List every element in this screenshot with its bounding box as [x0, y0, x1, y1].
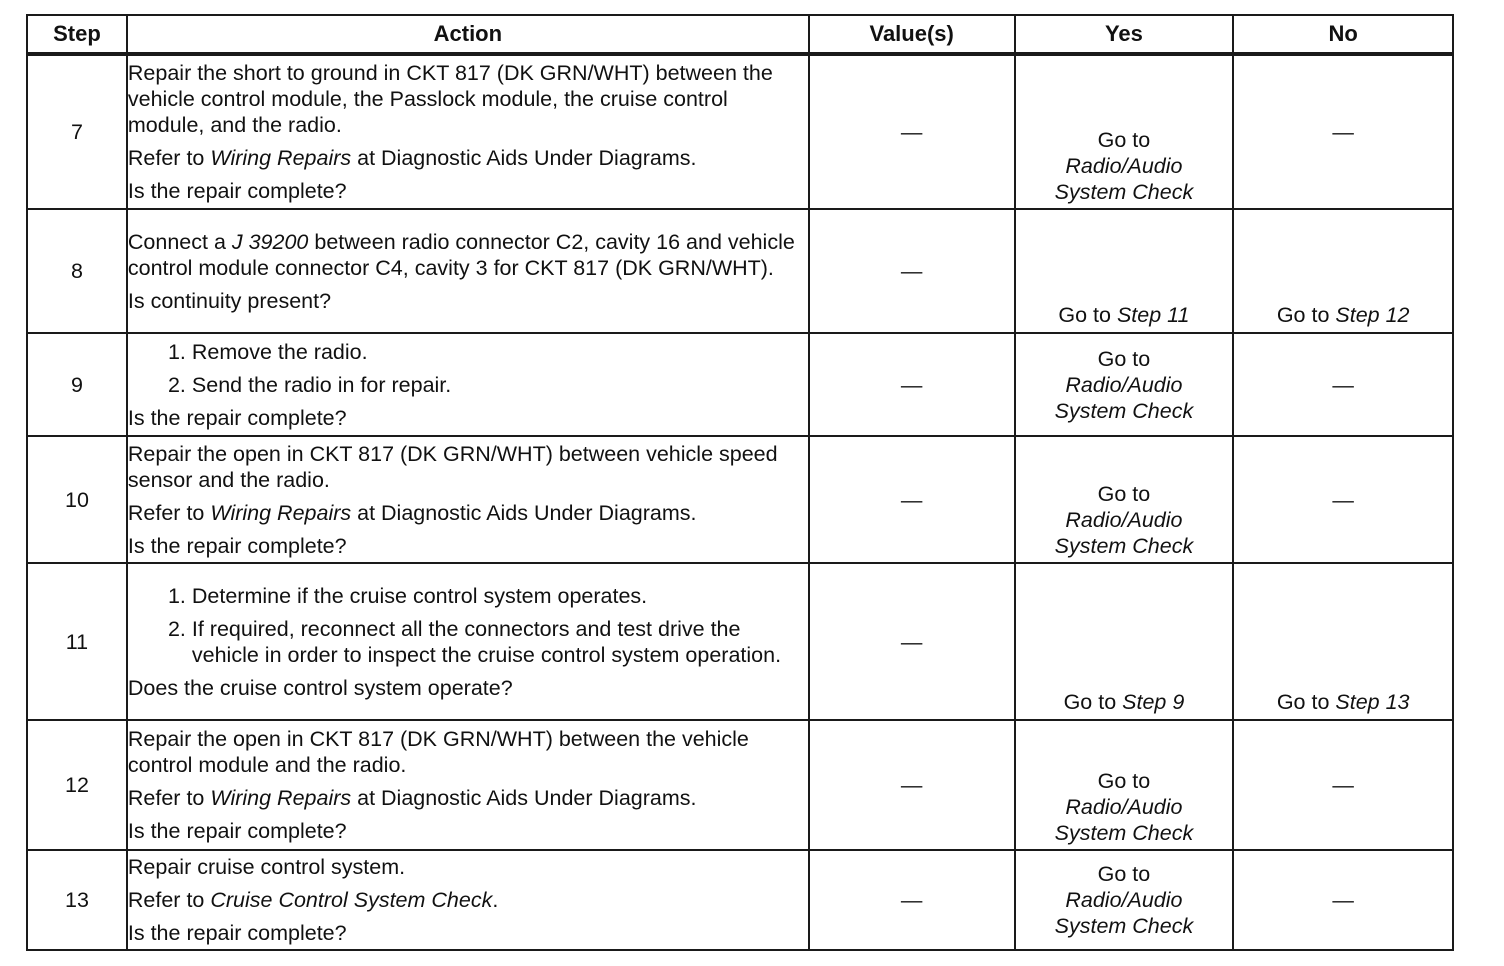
refer-link: Cruise Control System Check [210, 888, 493, 912]
refer-text: Refer to Wiring Repairs at Diagnostic Aids Under Diagrams. [127, 786, 697, 810]
table-row [27, 850, 1453, 950]
step-number: 11 [27, 563, 127, 720]
action-cell [127, 720, 809, 850]
header-row [27, 15, 1453, 54]
goto-link: Step 11 [1116, 303, 1190, 327]
header-action: Action [127, 15, 809, 54]
step-number: 7 [27, 54, 127, 209]
no-cell: Go to Step 13 [1233, 563, 1453, 720]
list-item: 2. If required, reconnect all the connectors and test drive the vehicle in order to inspect the cruise control system operation. [167, 616, 782, 667]
no-cell: — [1233, 720, 1453, 850]
goto-link: Radio/Audio [1065, 154, 1183, 178]
refer-text: Refer to Wiring Repairs at Diagnostic Aids Under Diagrams. [127, 146, 697, 170]
value-cell: — [809, 333, 1015, 436]
question-text: Does the cruise control system operate? [127, 675, 513, 700]
value-cell: — [809, 850, 1015, 950]
yes-cell: Go to Step 11 [1015, 209, 1234, 333]
header-step: Step [27, 15, 127, 54]
list-item: 1. Remove the radio. [167, 339, 368, 364]
step-number: 10 [27, 436, 127, 563]
action-text: Repair the short to ground in CKT 817 (DK GRN/WHT) between the vehicle control module, the Passlock module, the cruise control module, and the radio. [127, 61, 773, 137]
yes-cell: Go to Radio/Audio System Check [1015, 333, 1234, 436]
value-cell: — [809, 720, 1015, 850]
yes-cell: Go to Radio/Audio System Check [1015, 54, 1234, 209]
list-item: 1. Determine if the cruise control system operates. [167, 583, 648, 608]
no-cell: — [1233, 54, 1453, 209]
table-row [27, 333, 1453, 436]
action-list [128, 583, 808, 668]
tool-name: J 39200 [231, 229, 309, 254]
refer-link: Wiring Repairs [210, 500, 352, 525]
no-cell: Go to Step 12 [1233, 209, 1453, 333]
diagnostic-table [26, 14, 1454, 951]
no-cell: — [1233, 436, 1453, 563]
refer-text: Refer to Wiring Repairs at Diagnostic Aids Under Diagrams. [127, 500, 697, 525]
refer-text: Refer to Cruise Control System Check. [127, 888, 499, 912]
question-text: Is the repair complete? [127, 179, 347, 203]
question-text: Is the repair complete? [127, 921, 347, 945]
step-number: 12 [27, 720, 127, 850]
no-cell: — [1233, 333, 1453, 436]
goto-link: Radio/Audio [1065, 888, 1183, 912]
goto-link: Step 9 [1122, 690, 1185, 714]
header-values: Value(s) [809, 15, 1015, 54]
question-text: Is continuity present? [127, 288, 332, 313]
goto-link: Radio/Audio [1065, 795, 1183, 819]
action-cell [127, 54, 809, 209]
value-cell: — [809, 563, 1015, 720]
table-row [27, 54, 1453, 209]
value-cell: — [809, 436, 1015, 563]
question-text: Is the repair complete? [127, 405, 347, 430]
goto-link: Radio/Audio [1065, 372, 1183, 397]
action-cell [127, 333, 809, 436]
step-number: 9 [27, 333, 127, 436]
action-text: Connect a J 39200 between radio connector C2, cavity 16 and vehicle control module connector C4, cavity 3 for CKT 817 (DK GRN/WHT). [127, 229, 795, 280]
goto-link: Step 12 [1335, 303, 1410, 327]
refer-link: Wiring Repairs [210, 146, 352, 170]
table-row [27, 720, 1453, 850]
step-number: 8 [27, 209, 127, 333]
yes-cell: Go to Step 9 [1015, 563, 1234, 720]
step-number: 13 [27, 850, 127, 950]
action-cell [127, 850, 809, 950]
table-row [27, 563, 1453, 720]
action-list [128, 339, 808, 398]
header-yes: Yes [1015, 15, 1234, 54]
yes-cell: Go to Radio/Audio System Check [1015, 436, 1234, 563]
value-cell: — [809, 54, 1015, 209]
action-cell [127, 436, 809, 563]
list-item: 2. Send the radio in for repair. [167, 372, 452, 397]
refer-link: Wiring Repairs [210, 786, 352, 810]
yes-cell: Go to Radio/Audio System Check [1015, 720, 1234, 850]
goto-link: Step 13 [1335, 690, 1410, 714]
table-row [27, 436, 1453, 563]
yes-cell: Go to Radio/Audio System Check [1015, 850, 1234, 950]
no-cell: — [1233, 850, 1453, 950]
action-text: Repair the open in CKT 817 (DK GRN/WHT) between the vehicle control module and the radio. [127, 727, 749, 777]
header-no: No [1233, 15, 1453, 54]
action-cell [127, 563, 809, 720]
action-text: Repair cruise control system. [127, 855, 406, 879]
action-cell [127, 209, 809, 333]
question-text: Is the repair complete? [127, 819, 347, 843]
value-cell: — [809, 209, 1015, 333]
table-row [27, 209, 1453, 333]
goto-link: Radio/Audio [1065, 508, 1183, 532]
action-text: Repair the open in CKT 817 (DK GRN/WHT) between vehicle speed sensor and the radio. [127, 441, 778, 492]
question-text: Is the repair complete? [127, 533, 347, 558]
